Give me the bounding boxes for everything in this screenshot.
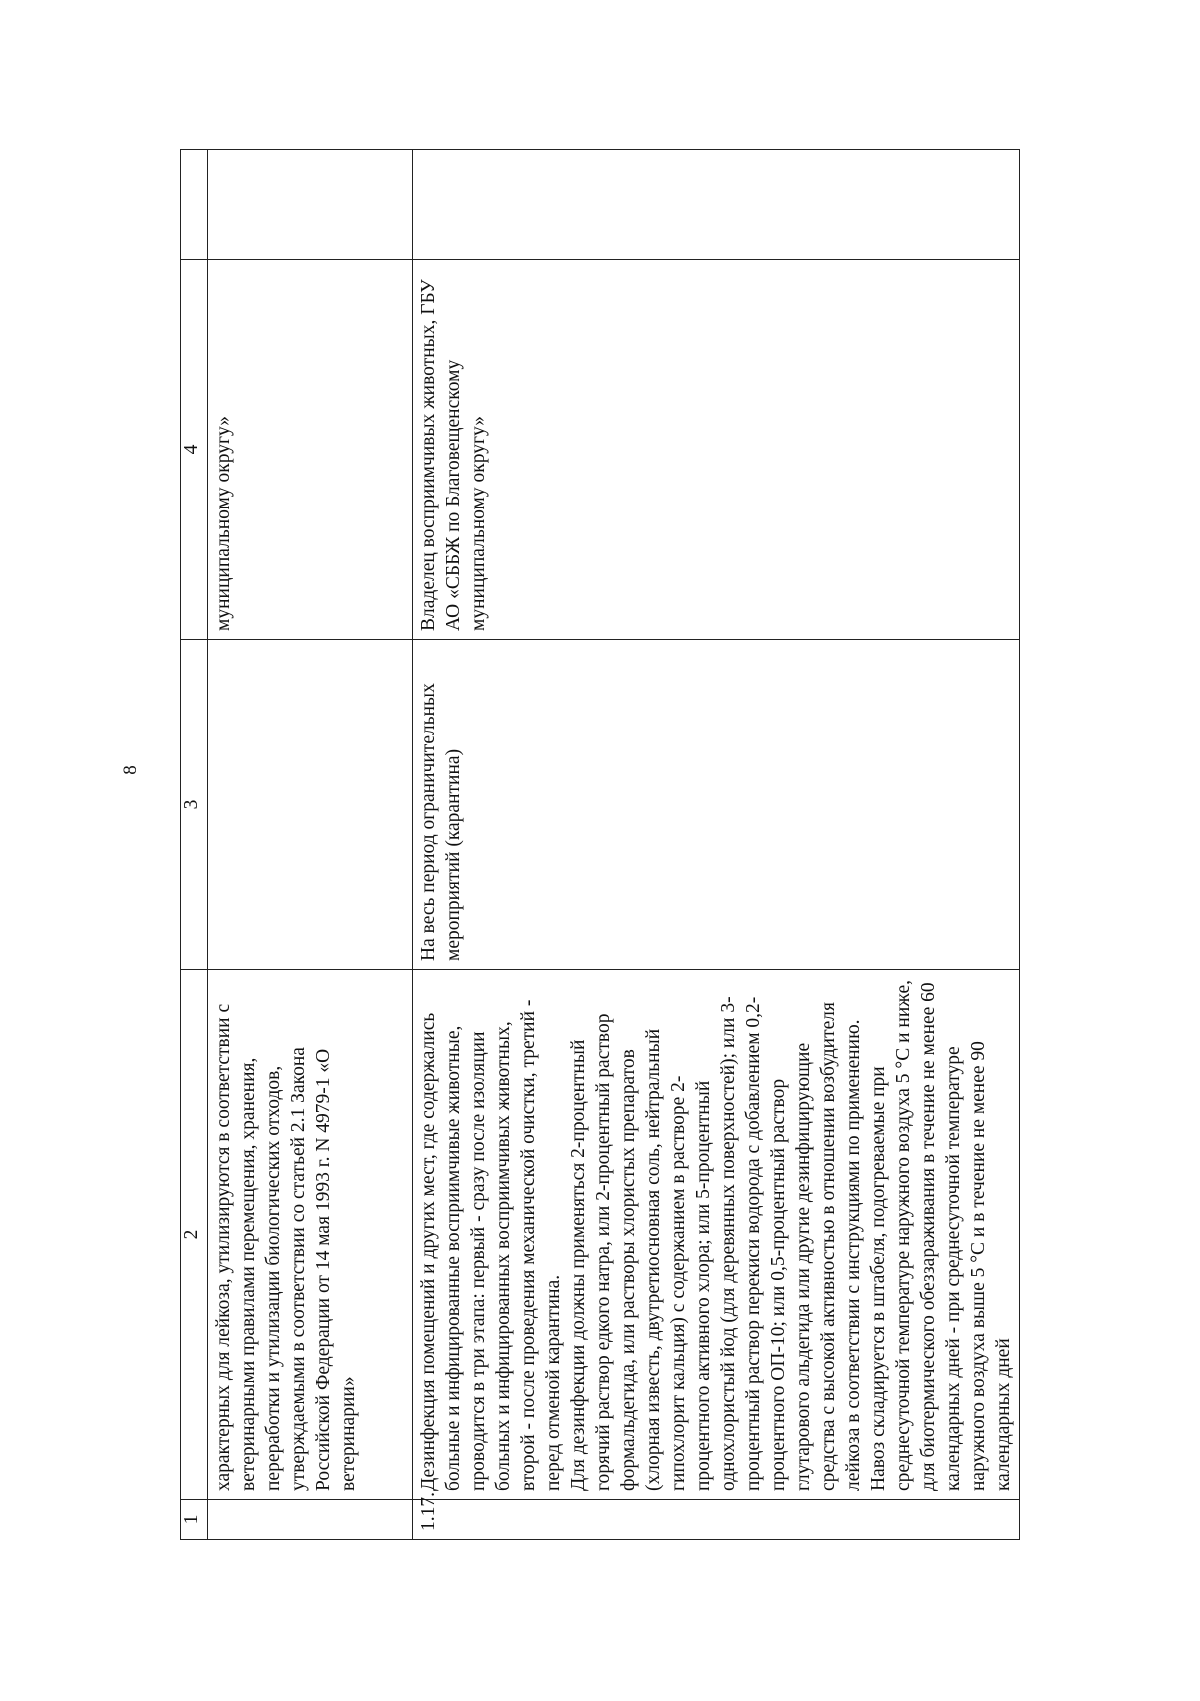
rotated-page — [120, 150, 1100, 1540]
responsible-cell: Владелец восприимчивых животных, ГБУ АО «СББЖ по Благовещенскому муниципальному округу» — [413, 260, 1020, 640]
term-cell: На весь период ограничительных мероприятий (карантина) — [413, 640, 1020, 970]
header-col-2: 2 — [181, 970, 208, 1500]
header-col-3: 3 — [181, 640, 208, 970]
measures-table — [180, 149, 1020, 1540]
measure-paragraph: характерных для лейкоза, утилизируются в соответствии с ветеринарными правилами перемещения, хранения, переработки и утилизации биологических отходов, утверждаемыми в соответствии со статьей 2.1 Закона Российской Федерации от 14 мая 1993 г. N 4979-1 «О ветеринарии» — [213, 1003, 359, 1491]
term-cell — [208, 640, 413, 970]
page-number: 8 — [120, 765, 141, 775]
row-number — [208, 1500, 413, 1540]
header-col-5 — [181, 150, 208, 260]
row-number: 1.17. — [413, 1500, 1020, 1540]
table-row — [413, 150, 1020, 1540]
measure-paragraph: Дезинфекция помещений и других мест, где содержались больные и инфицированные восприимчивые животные, проводится в три этапа: первый - сразу после изоляции больных и инфицированных восприимчивых животных, второй - после проведения механической очистки, третий - перед отменой карантина. — [418, 999, 564, 1491]
header-col-4: 4 — [181, 260, 208, 640]
measure-paragraph: Навоз складируется в штабеля, подогреваемые при среднесуточной температуре наружного воздуха 5 °С и ниже, для биотермического обеззараживания в течение не менее 60 календарных дней - при среднесуточной температуре наружного воздуха выше 5 °С и в течение не менее 90 календарных дней — [868, 979, 1014, 1491]
header-row — [181, 150, 208, 1540]
responsible-cell: муниципальному округу» — [208, 260, 413, 640]
extra-cell — [413, 150, 1020, 260]
extra-cell — [208, 150, 413, 260]
table-row — [208, 150, 413, 1540]
header-col-1: 1 — [181, 1500, 208, 1540]
measure-text — [208, 970, 413, 1500]
measure-text — [413, 970, 1020, 1500]
measure-paragraph: Для дезинфекции должны применяться 2-процентный горячий раствор едкого натра, или 2-процентный раствор формальдегида, или растворы хлористых препаратов (хлорная известь, двутретиосновная соль, нейтральный гипохлорит кальция) с содержанием в растворе 2-процентного активного хлора; или 5-процентный однохлористый йод (для деревянных поверхностей); или 3-процентный раствор перекиси водорода с добавлением 0,2-процентного ОП-10; или 0,5-процентный раствор глутарового альдегида или другие дезинфицирующие средства с высокой активностью в отношении возбудителя лейкоза в соответствии с инструкциями по применению. — [568, 996, 864, 1491]
